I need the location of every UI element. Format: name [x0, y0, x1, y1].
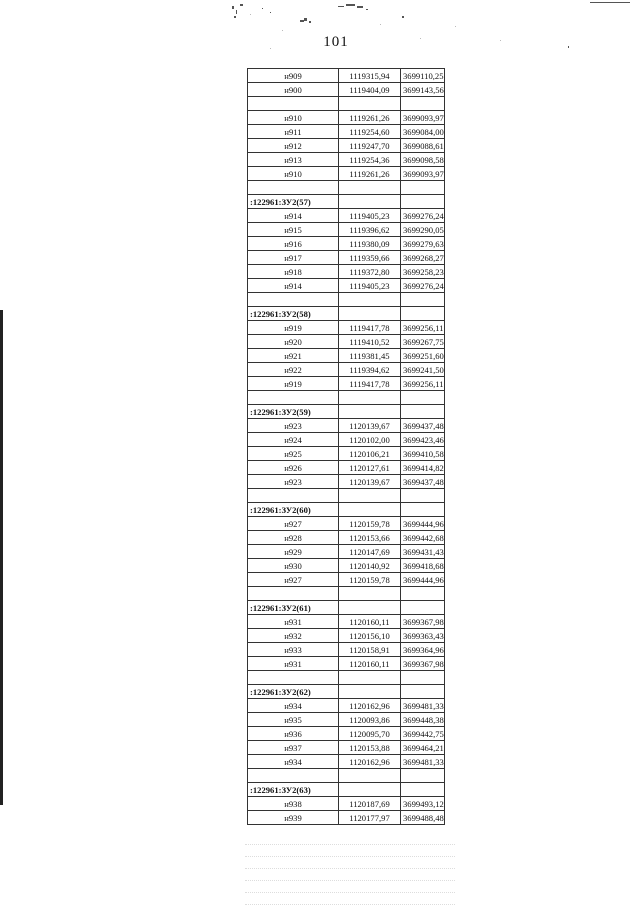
table-row — [248, 111, 445, 125]
y-coordinate: 3699088,61 — [401, 139, 445, 153]
parcel-header-row — [248, 685, 445, 699]
parcel-number: :122961:ЗУ2(58) — [248, 307, 339, 321]
parcel-header-row — [248, 307, 445, 321]
x-coordinate — [339, 671, 401, 685]
x-coordinate: 1119394,62 — [339, 363, 401, 377]
x-coordinate — [339, 405, 401, 419]
point-name: н934 — [248, 755, 339, 769]
parcel-number: :122961:ЗУ2(57) — [248, 195, 339, 209]
y-coordinate: 3699276,24 — [401, 279, 445, 293]
point-name: н923 — [248, 475, 339, 489]
table-row — [248, 629, 445, 643]
point-name: н917 — [248, 251, 339, 265]
page-number: 101 — [323, 34, 349, 50]
y-coordinate — [401, 97, 445, 111]
x-coordinate — [339, 685, 401, 699]
table-row — [248, 377, 445, 391]
y-coordinate — [401, 391, 445, 405]
x-coordinate: 1120095,70 — [339, 727, 401, 741]
x-coordinate: 1120153,88 — [339, 741, 401, 755]
point-name: н909 — [248, 69, 339, 83]
x-coordinate: 1119417,78 — [339, 321, 401, 335]
y-coordinate: 3699290,05 — [401, 223, 445, 237]
table-row — [248, 713, 445, 727]
y-coordinate: 3699241,50 — [401, 363, 445, 377]
table-row — [248, 223, 445, 237]
point-name: н920 — [248, 335, 339, 349]
point-name: н928 — [248, 531, 339, 545]
table-row — [248, 139, 445, 153]
table-row — [248, 279, 445, 293]
blank-row — [248, 97, 445, 111]
point-name: н931 — [248, 657, 339, 671]
x-coordinate: 1119254,60 — [339, 125, 401, 139]
table-row — [248, 69, 445, 83]
table-row — [248, 797, 445, 811]
x-coordinate — [339, 195, 401, 209]
y-coordinate: 3699143,56 — [401, 83, 445, 97]
point-name — [248, 587, 339, 601]
y-coordinate: 3699414,82 — [401, 461, 445, 475]
table-row — [248, 517, 445, 531]
point-name — [248, 293, 339, 307]
table-row — [248, 741, 445, 755]
y-coordinate: 3699367,98 — [401, 657, 445, 671]
point-name — [248, 181, 339, 195]
point-name: н910 — [248, 167, 339, 181]
y-coordinate: 3699444,96 — [401, 517, 445, 531]
table-row — [248, 727, 445, 741]
y-coordinate: 3699437,48 — [401, 419, 445, 433]
point-name: н927 — [248, 517, 339, 531]
y-coordinate: 3699093,97 — [401, 111, 445, 125]
point-name: н918 — [248, 265, 339, 279]
point-name — [248, 391, 339, 405]
y-coordinate: 3699418,68 — [401, 559, 445, 573]
x-coordinate: 1119405,23 — [339, 209, 401, 223]
table-row — [248, 615, 445, 629]
point-name: н927 — [248, 573, 339, 587]
table-row — [248, 643, 445, 657]
x-coordinate: 1119410,52 — [339, 335, 401, 349]
blank-row — [248, 489, 445, 503]
y-coordinate: 3699493,12 — [401, 797, 445, 811]
point-name: н926 — [248, 461, 339, 475]
point-name: н919 — [248, 321, 339, 335]
x-coordinate: 1120139,67 — [339, 419, 401, 433]
x-coordinate — [339, 783, 401, 797]
point-name: н929 — [248, 545, 339, 559]
y-coordinate: 3699464,21 — [401, 741, 445, 755]
parcel-number: :122961:ЗУ2(62) — [248, 685, 339, 699]
table-row — [248, 531, 445, 545]
x-coordinate: 1120177,97 — [339, 811, 401, 825]
x-coordinate: 1120162,96 — [339, 755, 401, 769]
x-coordinate: 1119405,23 — [339, 279, 401, 293]
point-name: н919 — [248, 377, 339, 391]
y-coordinate: 3699256,11 — [401, 321, 445, 335]
point-name — [248, 671, 339, 685]
x-coordinate — [339, 307, 401, 321]
point-name — [248, 97, 339, 111]
y-coordinate: 3699268,27 — [401, 251, 445, 265]
table-row — [248, 657, 445, 671]
y-coordinate — [401, 685, 445, 699]
y-coordinate: 3699448,38 — [401, 713, 445, 727]
parcel-number: :122961:ЗУ2(59) — [248, 405, 339, 419]
table-row — [248, 335, 445, 349]
point-name: н914 — [248, 209, 339, 223]
x-coordinate: 1119261,26 — [339, 111, 401, 125]
y-coordinate — [401, 769, 445, 783]
x-coordinate: 1120156,10 — [339, 629, 401, 643]
point-name: н912 — [248, 139, 339, 153]
y-coordinate: 3699084,00 — [401, 125, 445, 139]
table-row — [248, 545, 445, 559]
table-row — [248, 153, 445, 167]
y-coordinate: 3699279,63 — [401, 237, 445, 251]
y-coordinate: 3699110,25 — [401, 69, 445, 83]
blank-row — [248, 391, 445, 405]
y-coordinate — [401, 293, 445, 307]
y-coordinate: 3699442,75 — [401, 727, 445, 741]
parcel-number: :122961:ЗУ2(61) — [248, 601, 339, 615]
y-coordinate: 3699442,68 — [401, 531, 445, 545]
y-coordinate: 3699423,46 — [401, 433, 445, 447]
y-coordinate — [401, 307, 445, 321]
table-row — [248, 167, 445, 181]
table-row — [248, 461, 445, 475]
x-coordinate: 1120102,00 — [339, 433, 401, 447]
x-coordinate: 1120139,67 — [339, 475, 401, 489]
y-coordinate: 3699437,48 — [401, 475, 445, 489]
blank-row — [248, 671, 445, 685]
x-coordinate: 1120162,96 — [339, 699, 401, 713]
y-coordinate — [401, 195, 445, 209]
y-coordinate: 3699364,96 — [401, 643, 445, 657]
y-coordinate: 3699256,11 — [401, 377, 445, 391]
x-coordinate — [339, 391, 401, 405]
blank-row — [248, 769, 445, 783]
x-coordinate: 1119261,26 — [339, 167, 401, 181]
y-coordinate — [401, 587, 445, 601]
x-coordinate: 1120159,78 — [339, 517, 401, 531]
y-coordinate: 3699363,43 — [401, 629, 445, 643]
table-row — [248, 209, 445, 223]
y-coordinate: 3699444,96 — [401, 573, 445, 587]
x-coordinate: 1120159,78 — [339, 573, 401, 587]
table-row — [248, 559, 445, 573]
y-coordinate: 3699481,33 — [401, 699, 445, 713]
table-row — [248, 237, 445, 251]
y-coordinate: 3699267,75 — [401, 335, 445, 349]
point-name: н931 — [248, 615, 339, 629]
y-coordinate — [401, 405, 445, 419]
point-name: н924 — [248, 433, 339, 447]
x-coordinate: 1120153,66 — [339, 531, 401, 545]
x-coordinate: 1120158,91 — [339, 643, 401, 657]
table-row — [248, 811, 445, 825]
x-coordinate: 1119254,36 — [339, 153, 401, 167]
table-row — [248, 573, 445, 587]
point-name: н935 — [248, 713, 339, 727]
blank-row — [248, 587, 445, 601]
y-coordinate — [401, 671, 445, 685]
parcel-number: :122961:ЗУ2(60) — [248, 503, 339, 517]
blank-row — [248, 293, 445, 307]
x-coordinate: 1120140,92 — [339, 559, 401, 573]
y-coordinate: 3699431,43 — [401, 545, 445, 559]
x-coordinate: 1119396,62 — [339, 223, 401, 237]
point-name — [248, 489, 339, 503]
parcel-number: :122961:ЗУ2(63) — [248, 783, 339, 797]
table-row — [248, 83, 445, 97]
table-row — [248, 755, 445, 769]
y-coordinate: 3699367,98 — [401, 615, 445, 629]
x-coordinate: 1119372,80 — [339, 265, 401, 279]
y-coordinate — [401, 783, 445, 797]
x-coordinate: 1120160,11 — [339, 615, 401, 629]
point-name: н913 — [248, 153, 339, 167]
parcel-header-row — [248, 783, 445, 797]
x-coordinate — [339, 489, 401, 503]
point-name: н916 — [248, 237, 339, 251]
x-coordinate: 1120106,21 — [339, 447, 401, 461]
y-coordinate: 3699251,60 — [401, 349, 445, 363]
x-coordinate: 1120187,69 — [339, 797, 401, 811]
table-row — [248, 363, 445, 377]
x-coordinate: 1120127,61 — [339, 461, 401, 475]
parcel-header-row — [248, 195, 445, 209]
point-name: н900 — [248, 83, 339, 97]
x-coordinate — [339, 181, 401, 195]
parcel-header-row — [248, 503, 445, 517]
point-name: н911 — [248, 125, 339, 139]
table-row — [248, 321, 445, 335]
point-name: н939 — [248, 811, 339, 825]
y-coordinate: 3699488,48 — [401, 811, 445, 825]
faint-bottom-text — [245, 838, 455, 910]
point-name: н925 — [248, 447, 339, 461]
y-coordinate — [401, 503, 445, 517]
table-row — [248, 125, 445, 139]
x-coordinate: 1120093,86 — [339, 713, 401, 727]
point-name: н938 — [248, 797, 339, 811]
table-row — [248, 251, 445, 265]
point-name: н933 — [248, 643, 339, 657]
x-coordinate: 1119315,94 — [339, 69, 401, 83]
y-coordinate — [401, 601, 445, 615]
x-coordinate: 1119417,78 — [339, 377, 401, 391]
y-coordinate: 3699276,24 — [401, 209, 445, 223]
table-row — [248, 475, 445, 489]
y-coordinate: 3699410,58 — [401, 447, 445, 461]
table-row — [248, 699, 445, 713]
point-name: н923 — [248, 419, 339, 433]
table-row — [248, 349, 445, 363]
x-coordinate: 1119404,09 — [339, 83, 401, 97]
y-coordinate: 3699258,23 — [401, 265, 445, 279]
x-coordinate: 1120160,11 — [339, 657, 401, 671]
table-row — [248, 447, 445, 461]
point-name: н937 — [248, 741, 339, 755]
point-name: н936 — [248, 727, 339, 741]
x-coordinate — [339, 769, 401, 783]
x-coordinate: 1120147,69 — [339, 545, 401, 559]
x-coordinate — [339, 587, 401, 601]
coordinates-table — [247, 68, 445, 825]
scan-edge-bar — [0, 310, 3, 805]
x-coordinate: 1119380,09 — [339, 237, 401, 251]
point-name: н922 — [248, 363, 339, 377]
x-coordinate — [339, 97, 401, 111]
point-name: н915 — [248, 223, 339, 237]
x-coordinate: 1119359,66 — [339, 251, 401, 265]
table-row — [248, 265, 445, 279]
x-coordinate — [339, 503, 401, 517]
x-coordinate — [339, 293, 401, 307]
point-name: н921 — [248, 349, 339, 363]
x-coordinate: 1119247,70 — [339, 139, 401, 153]
y-coordinate — [401, 489, 445, 503]
parcel-header-row — [248, 601, 445, 615]
y-coordinate: 3699098,58 — [401, 153, 445, 167]
point-name — [248, 769, 339, 783]
point-name: н934 — [248, 699, 339, 713]
point-name: н910 — [248, 111, 339, 125]
x-coordinate: 1119381,45 — [339, 349, 401, 363]
parcel-header-row — [248, 405, 445, 419]
x-coordinate — [339, 601, 401, 615]
point-name: н930 — [248, 559, 339, 573]
point-name: н914 — [248, 279, 339, 293]
point-name: н932 — [248, 629, 339, 643]
y-coordinate: 3699093,97 — [401, 167, 445, 181]
table-row — [248, 433, 445, 447]
y-coordinate: 3699481,33 — [401, 755, 445, 769]
table-row — [248, 419, 445, 433]
blank-row — [248, 181, 445, 195]
y-coordinate — [401, 181, 445, 195]
